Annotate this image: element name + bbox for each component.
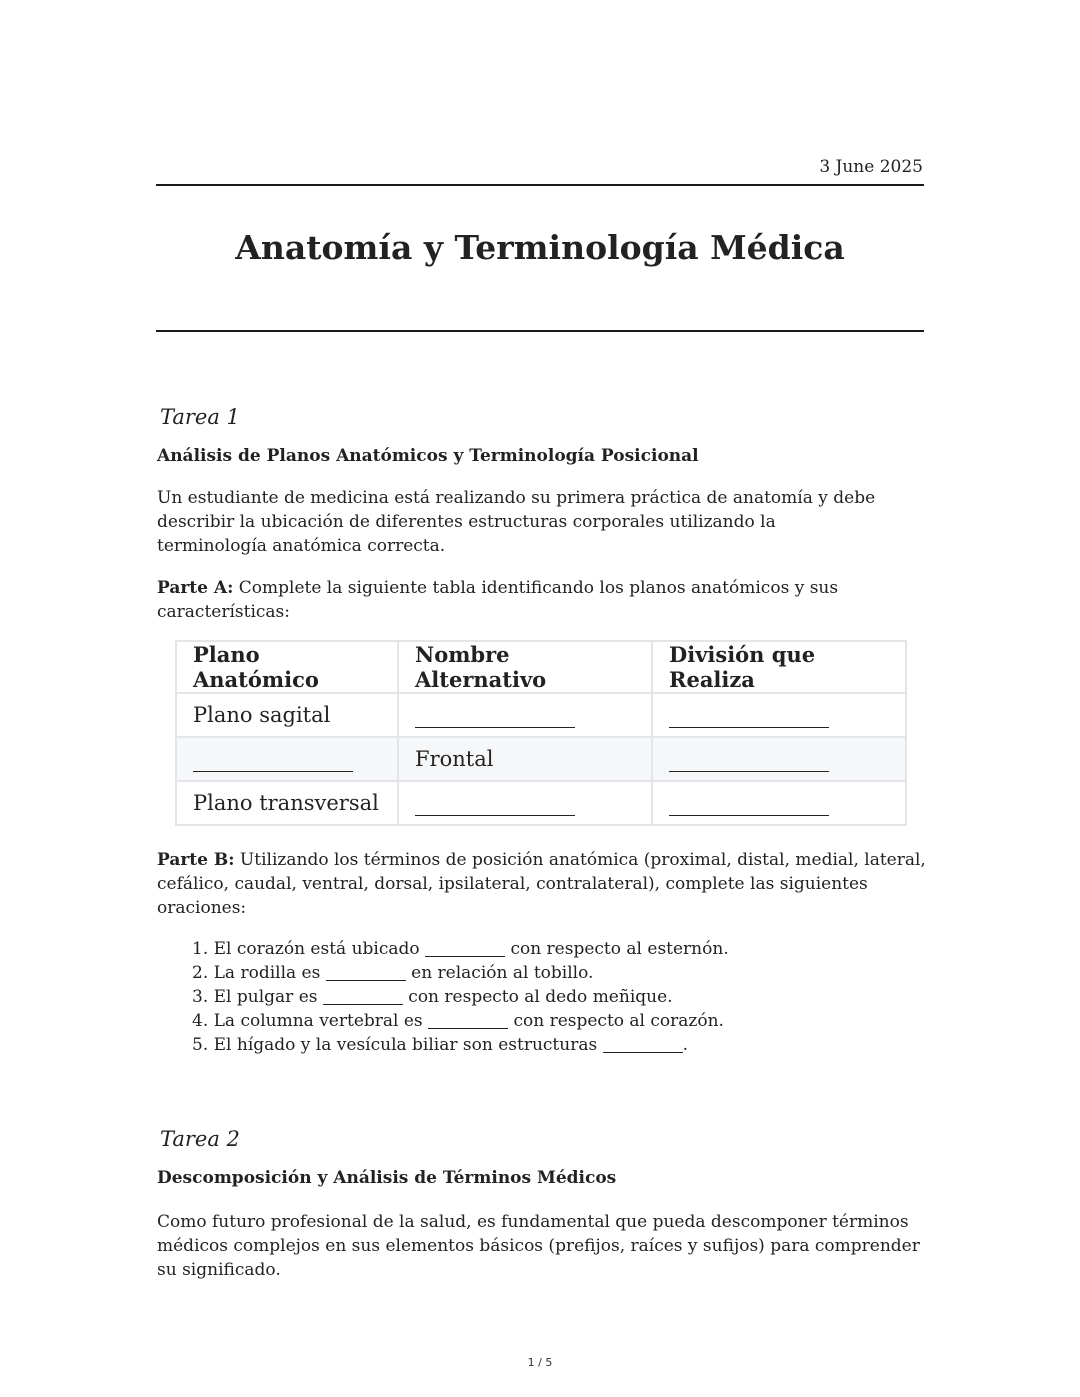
- answer-blank: [428, 1027, 508, 1029]
- part-b-text: Utilizando los términos de posición anatómica (proximal, distal, medial, lateral, cefálico, caudal, ventral, dorsal, ipsilateral, contralateral), complete las siguientes oraciones:: [157, 850, 926, 918]
- sentence-text: 2. La rodilla es: [192, 963, 326, 983]
- table-row: [176, 693, 906, 737]
- sentence-text: 5. El hígado y la vesícula biliar son estructuras: [192, 1035, 603, 1055]
- list-item: [192, 937, 729, 961]
- task2-intro: Como futuro profesional de la salud, es fundamental que pueda descomponer términos médicos complejos en sus elementos básicos (prefijos, raíces y sufijos) para comprender su significado.: [157, 1212, 920, 1280]
- table-cell-blank: [176, 737, 398, 781]
- table-row: [176, 781, 906, 825]
- list-item: [192, 1009, 729, 1033]
- sentence-text: 3. El pulgar es: [192, 987, 323, 1007]
- sentence-text: 1. El corazón está ubicado: [192, 939, 426, 959]
- sentence-text: .: [682, 1035, 689, 1055]
- answer-blank: [193, 770, 353, 772]
- table-cell: Plano sagital: [176, 693, 398, 737]
- sentence-text: con respecto al dedo meñique.: [402, 987, 673, 1007]
- table-cell: Frontal: [398, 737, 652, 781]
- answer-blank: [415, 814, 575, 816]
- document-title: Anatomía y Terminología Médica: [235, 228, 845, 267]
- sentence-text: con respecto al corazón.: [508, 1011, 724, 1031]
- task1-intro: Un estudiante de medicina está realizando su primera práctica de anatomía y debe describir la ubicación de diferentes estructuras corporales utilizando la terminología anatómica correcta.: [157, 488, 876, 556]
- table-cell-blank: [398, 693, 652, 737]
- answer-blank: [425, 955, 505, 957]
- sentence-text: en relación al tobillo.: [405, 963, 594, 983]
- answer-blank: [603, 1051, 683, 1053]
- list-item: [192, 1033, 729, 1057]
- list-item: [192, 961, 729, 985]
- table-header-alt-name: Nombre Alternativo: [398, 641, 652, 693]
- table-cell-blank: [398, 781, 652, 825]
- table-header-row: [176, 641, 906, 693]
- answer-blank: [326, 979, 406, 981]
- answer-blank: [669, 726, 829, 728]
- table-cell: Plano transversal: [176, 781, 398, 825]
- page-date: 3 June 2025: [819, 157, 923, 177]
- table-cell-blank: [652, 737, 906, 781]
- answer-blank: [415, 726, 575, 728]
- answer-blank: [323, 1003, 403, 1005]
- task1-heading: Tarea 1: [160, 405, 240, 429]
- answer-blank: [669, 814, 829, 816]
- table-header-plane: Plano Anatómico: [176, 641, 398, 693]
- task2-heading: Tarea 2: [160, 1127, 240, 1151]
- page-number: 1 / 5: [527, 1356, 553, 1369]
- anatomical-planes-table: [175, 640, 907, 826]
- task2-subtitle: Descomposición y Análisis de Términos Médicos: [157, 1168, 617, 1188]
- part-b-instruction: [157, 848, 927, 920]
- header-rule-bottom: [156, 330, 924, 332]
- table-cell-blank: [652, 693, 906, 737]
- answer-blank: [669, 770, 829, 772]
- sentence-text: con respecto al esternón.: [505, 939, 729, 959]
- table-row: [176, 737, 906, 781]
- sentence-text: 4. La columna vertebral es: [192, 1011, 429, 1031]
- table-header-division: División que Realiza: [652, 641, 906, 693]
- sentences-list: [192, 937, 729, 1057]
- part-a-instruction: [157, 576, 857, 624]
- part-b-label: Parte B:: [157, 850, 235, 870]
- part-a-label: Parte A:: [157, 578, 234, 598]
- table-cell-blank: [652, 781, 906, 825]
- task1-subtitle: Análisis de Planos Anatómicos y Terminología Posicional: [157, 446, 699, 466]
- part-a-text: Complete la siguiente tabla identificando los planos anatómicos y sus características:: [157, 578, 839, 622]
- header-rule-top: [156, 184, 924, 186]
- list-item: [192, 985, 729, 1009]
